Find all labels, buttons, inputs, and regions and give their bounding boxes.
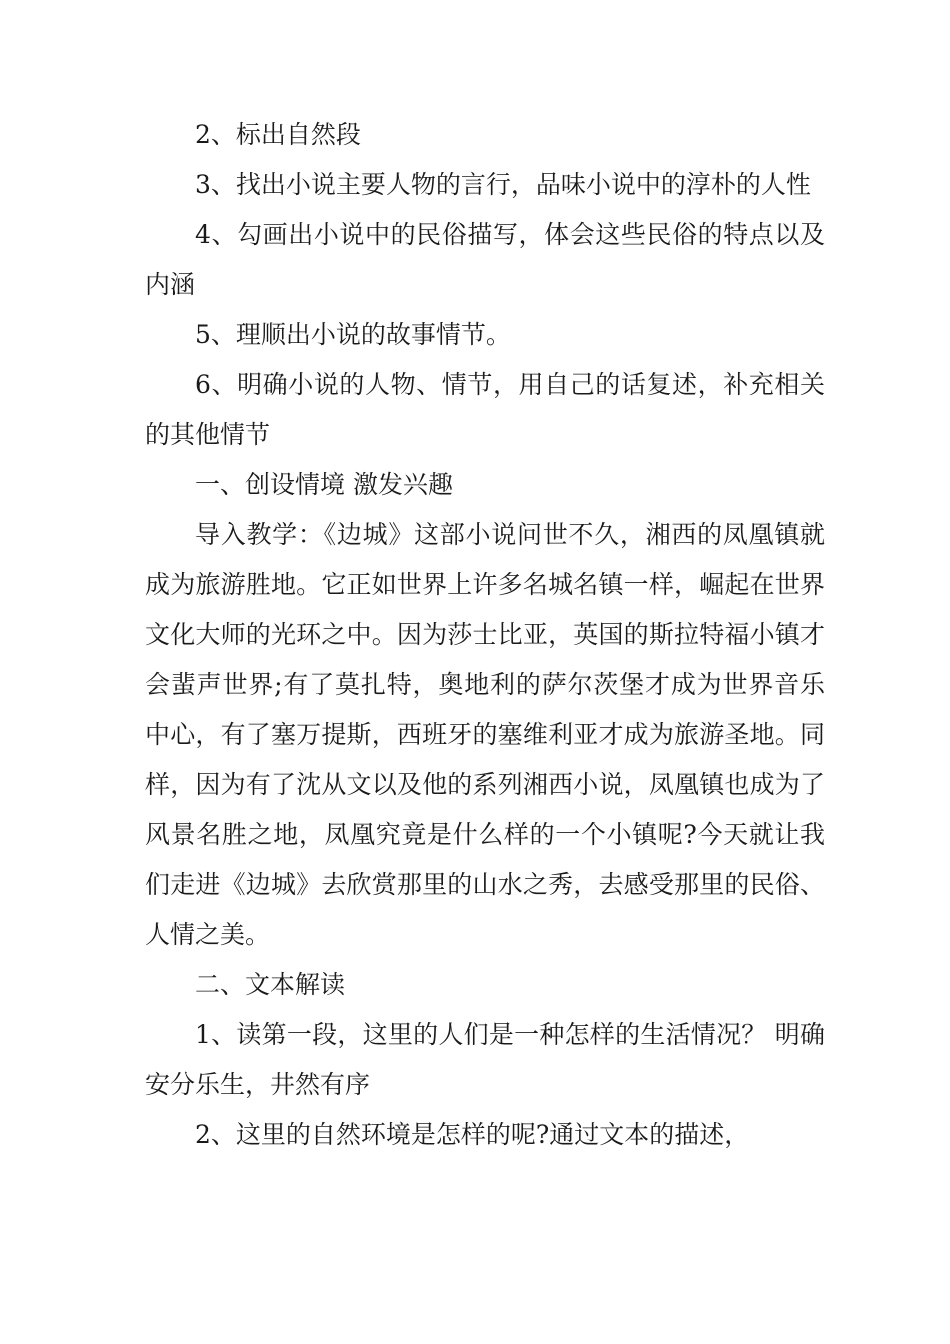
list-item-plot-order: 5、理顺出小说的故事情节。	[195, 320, 511, 349]
list-item-character-traits: 3、找出小说主要人物的言行，品味小说中的淳朴的人性	[195, 170, 811, 199]
question-item-2: 2、这里的自然环境是怎样的呢?通过文本的描述，	[195, 1120, 750, 1149]
list-item-retell: 6、明确小说的人物、情节，用自己的话复述，补充相关的其他情节	[145, 370, 825, 449]
list-item-mark-paragraphs: 2、标出自然段	[195, 120, 361, 149]
document-body	[145, 110, 825, 1160]
intro-paragraph: 导入教学：《边城》这部小说问世不久，湘西的凤凰镇就成为旅游胜地。它正如世界上许多名城名镇一样，崛起在世界文化大师的光环之中。因为莎士比亚，英国的斯拉特福小镇才会蜚声世界;有了莫扎特，奥地利的萨尔茨堡才成为世界音乐中心，有了塞万提斯，西班牙的塞维利亚才成为旅游圣地。同样，因为有了沈从文以及他的系列湘西小说，凤凰镇也成为了风景名胜之地，凤凰究竟是什么样的一个小镇呢?今天就让我们走进《边城》去欣赏那里的山水之秀，去感受那里的民俗、人情之美。	[145, 520, 825, 949]
section-heading-text-reading: 二、文本解读	[195, 970, 346, 999]
question-item-1: 1、读第一段，这里的人们是一种怎样的生活情况？ 明确 安分乐生，井然有序	[145, 1020, 825, 1099]
section-heading-intro: 一、创设情境 激发兴趣	[195, 470, 453, 499]
list-item-folk-customs: 4、勾画出小说中的民俗描写，体会这些民俗的特点以及内涵	[145, 220, 825, 299]
